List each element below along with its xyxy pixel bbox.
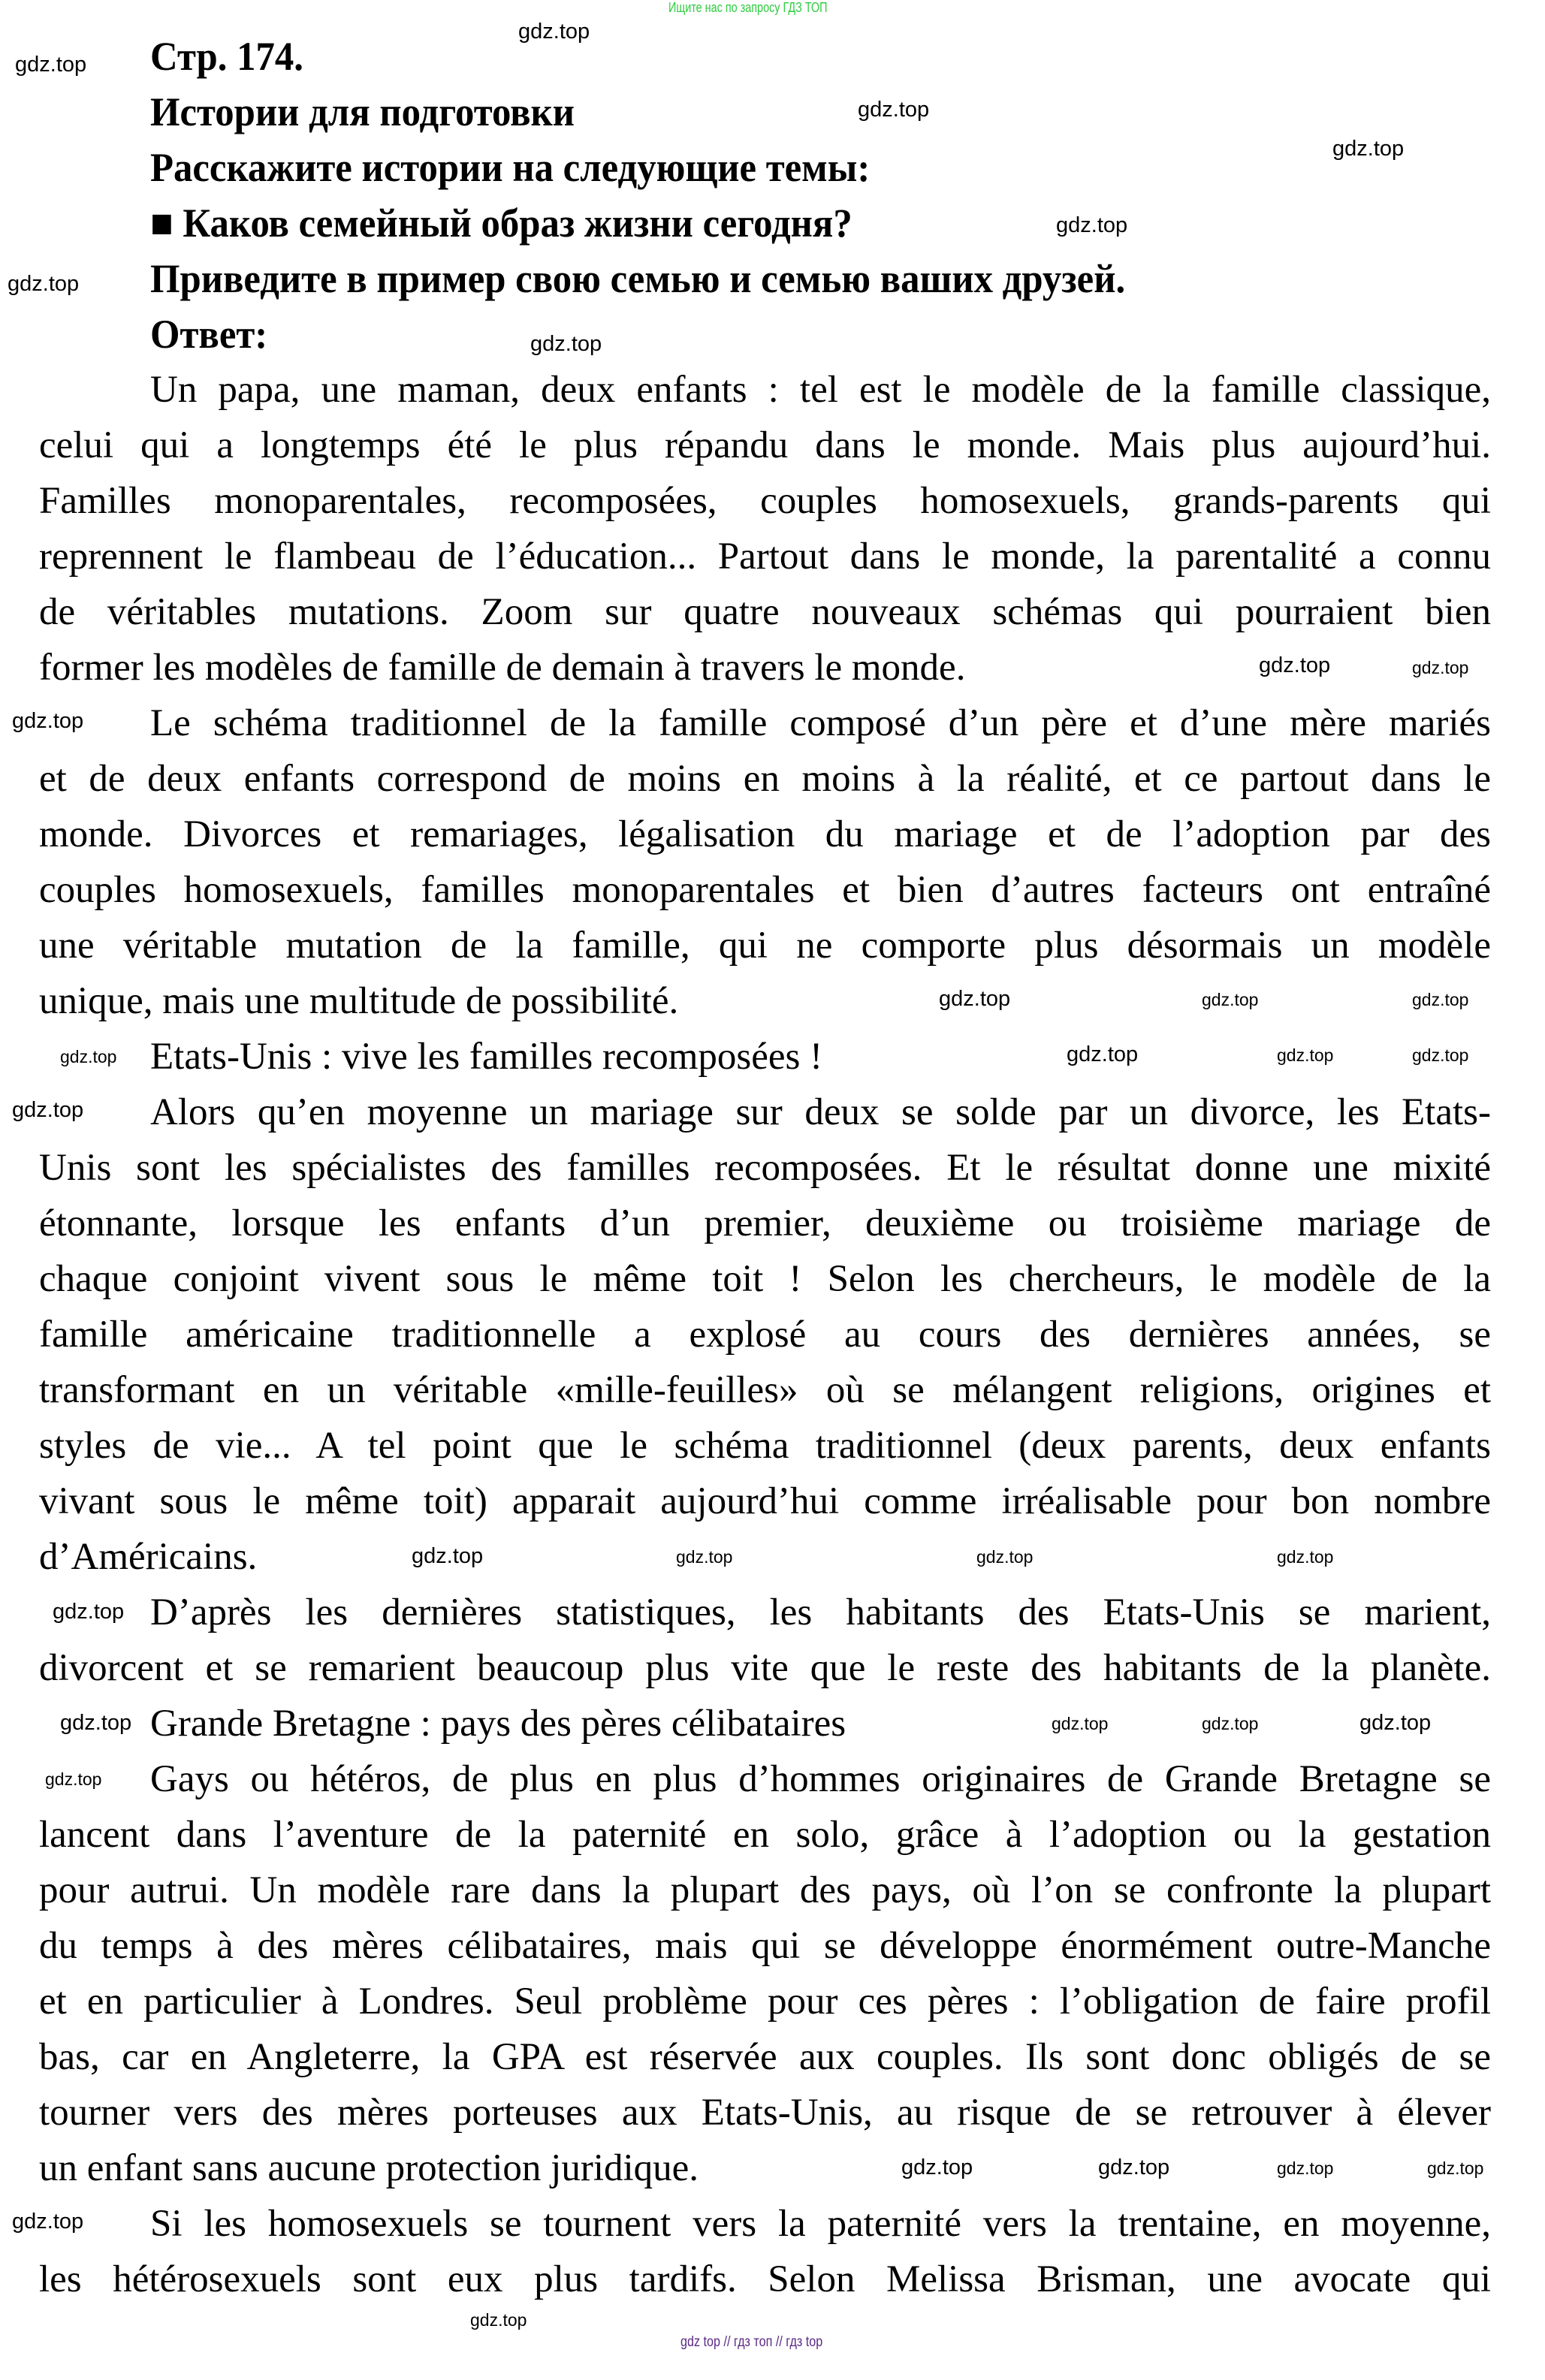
text-line: bas, car en Angleterre, la GPA est réservée aux couples. Ils sont donc obligés de se — [39, 2036, 1491, 2078]
text-line: Alors qu’en moyenne un mariage sur deux se solde par un divorce, les Etats- — [150, 1091, 1491, 1133]
watermark: gdz.top — [1098, 2155, 1170, 2179]
text-line: celui qui a longtemps été le plus répandu dans le monde. Mais plus aujourd’hui. — [39, 424, 1491, 466]
watermark: gdz.top — [1067, 1042, 1139, 1066]
watermark: gdz.top — [1359, 1711, 1432, 1735]
search-banner[interactable]: Ищите нас по запросу ГДЗ ТОП — [668, 0, 828, 15]
watermark: gdz.top — [60, 1047, 117, 1066]
watermark: gdz.top — [530, 332, 602, 356]
watermark: gdz.top — [1427, 2158, 1484, 2178]
text-line: reprennent le flambeau de l’éducation... Partout dans le monde, la parentalité a connu — [39, 535, 1491, 578]
text-line: divorcent et se remarient beaucoup plus vite que le reste des habitants de la planète. — [39, 1647, 1491, 1689]
task-prompt: Приведите в пример свою семью и семью ваших друзей. — [150, 256, 1126, 301]
text-line: monde. Divorces et remariages, légalisation du mariage et de l’adoption par des — [39, 813, 1491, 855]
text-line: famille américaine traditionnelle a explosé au cours des dernières années, se — [39, 1314, 1491, 1356]
watermark: gdz.top — [45, 1769, 102, 1789]
watermark: gdz.top — [60, 1711, 132, 1735]
watermark: gdz.top — [12, 709, 84, 733]
subheading-uk: Grande Bretagne : pays des pères célibataires — [150, 1703, 846, 1745]
answer-label: Ответ: — [150, 312, 268, 357]
text-line: tourner vers des mères porteuses aux Etats-Unis, au risque de se retrouver à élever — [39, 2092, 1491, 2134]
watermark: gdz.top — [1412, 990, 1469, 1009]
watermark: gdz.top — [1056, 213, 1128, 237]
text-line: chaque conjoint vivent sous le même toit ! Selon les chercheurs, le modèle de la — [39, 1258, 1491, 1300]
watermark: gdz.top — [939, 987, 1011, 1011]
watermark: gdz.top — [976, 1547, 1034, 1567]
text-line: du temps à des mères célibataires, mais qui se développe énormément outre-Manche — [39, 1925, 1491, 1967]
text-line: étonnante, lorsque les enfants d’un premier, deuxième ou troisième mariage de — [39, 1202, 1491, 1244]
text-line: styles de vie... A tel point que le schéma traditionnel (deux parents, deux enfants — [39, 1425, 1491, 1467]
watermark: gdz.top — [53, 1600, 125, 1624]
watermark: gdz.top — [901, 2155, 973, 2179]
text-line: Si les homosexuels se tournent vers la paternité vers la trentaine, en moyenne, — [150, 2203, 1491, 2245]
text-line: pour autrui. Un modèle rare dans la plupart des pays, où l’on se confronte la plupart — [39, 1869, 1491, 1911]
watermark: gdz.top — [412, 1544, 484, 1568]
watermark: gdz.top — [1052, 1714, 1109, 1733]
text-line: Le schéma traditionnel de la famille composé d’un père et d’une mère mariés — [150, 702, 1491, 744]
watermark: gdz.top — [858, 98, 930, 122]
watermark: gdz.top — [470, 2310, 527, 2330]
watermark: gdz.top — [1412, 1045, 1469, 1065]
text-line: Gays ou hétéros, de plus en plus d’hommes originaires de Grande Bretagne se — [150, 1758, 1491, 1800]
text-line: et de deux enfants correspond de moins en moins à la réalité, et ce partout dans le — [39, 758, 1491, 800]
watermark: gdz.top — [1277, 1547, 1334, 1567]
text-line: de véritables mutations. Zoom sur quatre nouveaux schémas qui pourraient bien — [39, 591, 1491, 633]
text-line: D’après les dernières statistiques, les habitants des Etats-Unis se marient, — [150, 1591, 1491, 1633]
watermark: gdz.top — [1277, 1045, 1334, 1065]
page-number-heading: Стр. 174. — [150, 34, 303, 79]
text-line: d’Américains. — [39, 1536, 258, 1578]
text-line: Familles monoparentales, recomposées, couples homosexuels, grands-parents qui — [39, 480, 1491, 522]
text-line: une véritable mutation de la famille, qui ne comporte plus désormais un modèle — [39, 925, 1491, 967]
text-line: et en particulier à Londres. Seul problème pour ces pères : l’obligation de faire profil — [39, 1980, 1491, 2023]
watermark: gdz.top — [8, 272, 80, 296]
text-line: couples homosexuels, familles monoparentales et bien d’autres facteurs ont entraîné — [39, 869, 1491, 911]
text-line: les hétérosexuels sont eux plus tardifs. Selon Melissa Brisman, une avocate qui — [39, 2258, 1491, 2300]
watermark: gdz.top — [1259, 653, 1331, 677]
text-line: Un papa, une maman, deux enfants : tel est le modèle de la famille classique, — [150, 369, 1491, 411]
watermark: gdz.top — [1332, 137, 1405, 161]
text-line: Unis sont les spécialistes des familles recomposées. Et le résultat donne une mixité — [39, 1147, 1491, 1189]
text-line: vivant sous le même toit) apparait aujourd’hui comme irréalisable pour bon nombre — [39, 1480, 1491, 1522]
watermark: gdz.top — [15, 53, 87, 77]
footer-links[interactable]: gdz top // гдз топ // гдз top — [680, 2334, 823, 2350]
text-line: transformant en un véritable «mille-feuilles» où se mélangent religions, origines et — [39, 1369, 1491, 1411]
task-instruction: Расскажите истории на следующие темы: — [150, 145, 871, 190]
watermark: gdz.top — [1202, 1714, 1259, 1733]
text-line: former les modèles de famille de demain à travers le monde. — [39, 647, 966, 689]
watermark: gdz.top — [518, 20, 590, 44]
watermark: gdz.top — [676, 1547, 733, 1567]
watermark: gdz.top — [1412, 658, 1469, 677]
text-line: un enfant sans aucune protection juridique. — [39, 2147, 699, 2189]
section-heading: Истории для подготовки — [150, 89, 575, 134]
watermark: gdz.top — [12, 2210, 84, 2234]
task-question: ■ Каков семейный образ жизни сегодня? — [150, 201, 852, 246]
subheading-usa: Etats-Unis : vive les familles recomposées ! — [150, 1036, 823, 1078]
watermark: gdz.top — [12, 1098, 84, 1122]
text-line: lancent dans l’aventure de la paternité en solo, grâce à l’adoption ou la gestation — [39, 1814, 1491, 1856]
text-line: unique, mais une multitude de possibilité. — [39, 980, 679, 1022]
watermark: gdz.top — [1277, 2158, 1334, 2178]
watermark: gdz.top — [1202, 990, 1259, 1009]
